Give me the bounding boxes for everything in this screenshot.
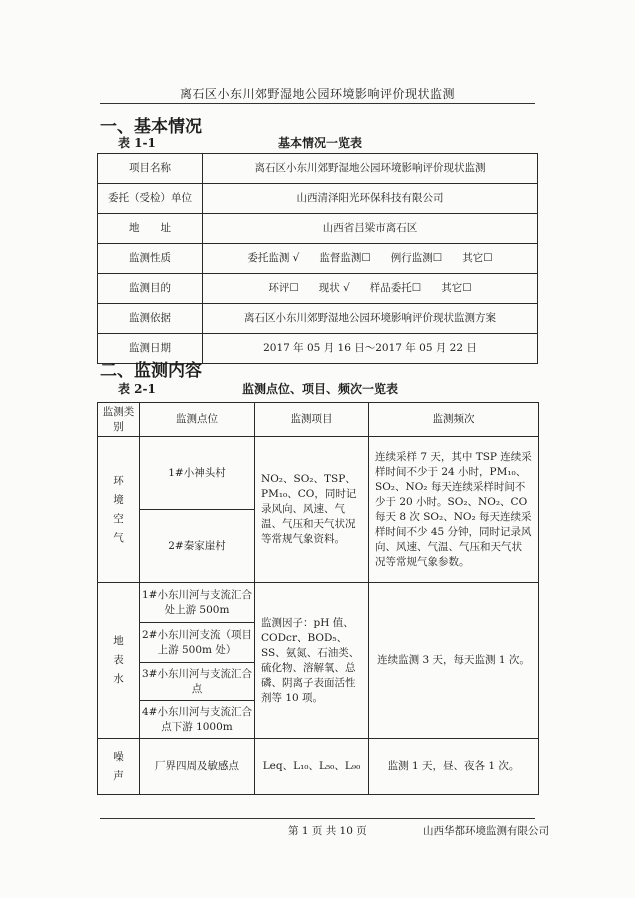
basic-info-table	[97, 153, 538, 364]
document-header: 离石区小东川郊野湿地公园环境影响评价现状监测	[179, 87, 455, 101]
monitor-point: 1#小东川河与支流汇合处上游 500m	[140, 583, 255, 623]
option-label: 委托监测 √	[247, 252, 300, 264]
row-value: 离石区小东川郊野湿地公园环境影响评价现状监测	[203, 154, 538, 184]
monitoring-table	[97, 402, 539, 795]
page-number: 第 1 页 共 10 页	[288, 825, 367, 837]
category-noise: 噪声	[98, 739, 140, 795]
table-row	[98, 304, 538, 334]
table-row	[98, 437, 539, 510]
table-row	[98, 274, 538, 304]
row-key: 监测依据	[98, 304, 203, 334]
section2-heading: 二、监测内容	[100, 361, 202, 381]
header-frequency: 监测频次	[369, 403, 539, 437]
monitor-frequency: 连续监测 3 天，每天监测 1 次。	[369, 583, 539, 739]
row-key: 地 址	[98, 214, 203, 244]
header-rule	[100, 103, 535, 104]
section1-heading: 一、基本情况	[100, 117, 202, 137]
table2-label: 表 2-1	[118, 382, 156, 396]
monitor-point: 2#小东川河支流（项目上游 500m 处）	[140, 623, 255, 663]
option-label: 其它☐	[441, 282, 472, 294]
row-key: 监测目的	[98, 274, 203, 304]
option-label: 样品委托☐	[369, 282, 422, 294]
monitor-items: NO₂、SO₂、TSP、PM₁₀、CO，同时记录风向、风速、气温、气压和天气状况等常规气象资料。	[255, 437, 369, 583]
row-options	[203, 274, 538, 304]
row-value: 离石区小东川郊野湿地公园环境影响评价现状监测方案	[203, 304, 538, 334]
footer-company: 山西华都环境监测有限公司	[423, 825, 549, 837]
table-row	[98, 244, 538, 274]
category-air: 环境空气	[98, 437, 140, 583]
row-options	[203, 244, 538, 274]
row-value: 山西省吕梁市离石区	[203, 214, 538, 244]
table1-label: 表 1-1	[118, 136, 156, 150]
option-label: 其它☐	[462, 252, 493, 264]
footer-rule	[100, 818, 535, 819]
option-label: 环评☐	[268, 282, 299, 294]
category-water: 地表水	[98, 583, 140, 739]
monitor-items: Leq、L₁₀、L₅₀、L₉₀	[255, 739, 369, 795]
table-row	[98, 214, 538, 244]
header-items: 监测项目	[255, 403, 369, 437]
table1-caption: 基本情况一览表	[277, 136, 362, 150]
monitor-point: 1#小神头村	[140, 437, 255, 510]
row-value: 山西清泽阳光环保科技有限公司	[203, 184, 538, 214]
header-category: 监测类别	[98, 403, 140, 437]
row-key: 监测性质	[98, 244, 203, 274]
table-row	[98, 184, 538, 214]
header-point: 监测点位	[140, 403, 255, 437]
option-label: 监督监测☐	[319, 252, 371, 264]
option-label: 现状 √	[318, 282, 350, 294]
row-key: 委托（受检）单位	[98, 184, 203, 214]
monitor-point: 厂界四周及敏感点	[140, 739, 255, 795]
row-value: 2017 年 05 月 16 日～2017 年 05 月 22 日	[203, 334, 538, 364]
row-key: 监测日期	[98, 334, 203, 364]
option-label: 例行监测☐	[390, 252, 443, 264]
monitor-frequency: 连续采样 7 天，其中 TSP 连续采样时间不少于 24 小时，PM₁₀、SO₂、NO₂ 每天连续采样时间不少于 20 小时。SO₂、NO₂、CO 每天 8 次 SO₂、NO₂ 每天连续采样时间不少 45 分钟，同时记录风向、风速、气温、气压和天气状况等常规气象参数。	[369, 437, 539, 583]
monitor-point: 4#小东川河与支流汇合点下游 1000m	[140, 701, 255, 739]
monitor-frequency: 监测 1 天，昼、夜各 1 次。	[369, 739, 539, 795]
monitor-items: 监测因子：pH 值、CODcr、BOD₅、SS、氨氮、石油类、硫化物、溶解氧、总磷、阴离子表面活性剂等 10 项。	[255, 583, 369, 739]
table2-caption: 监测点位、项目、频次一览表	[241, 382, 398, 396]
table-header-row	[98, 403, 539, 437]
monitor-point: 2#秦家崖村	[140, 510, 255, 583]
table-row	[98, 583, 539, 623]
table-row	[98, 154, 538, 184]
monitor-point: 3#小东川河与支流汇合点	[140, 663, 255, 701]
row-key: 项目名称	[98, 154, 203, 184]
table-row	[98, 739, 539, 795]
